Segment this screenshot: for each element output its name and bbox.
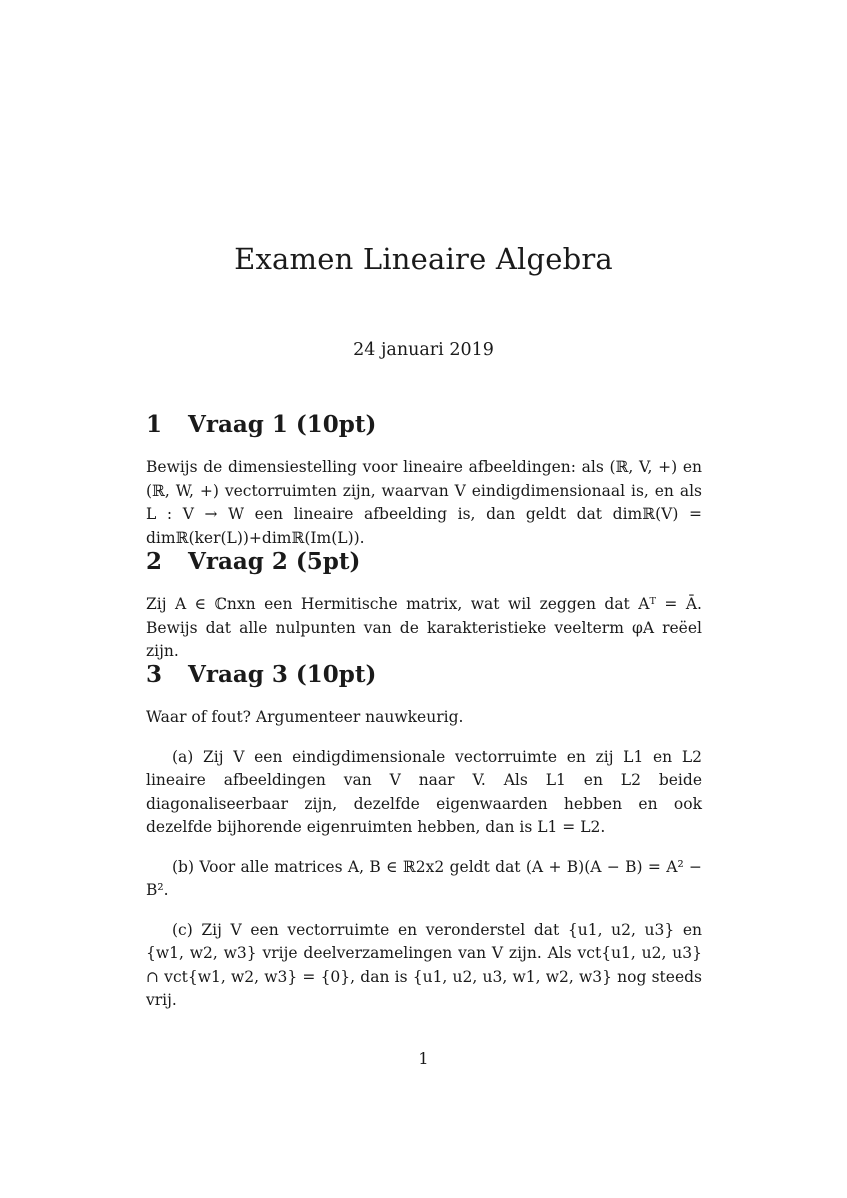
- section-number: 2: [146, 548, 163, 575]
- document-title: Examen Lineaire Algebra: [234, 242, 613, 276]
- section-vraag-3: [146, 659, 702, 1013]
- page-number: 1: [418, 1049, 429, 1068]
- section-intro: Waar of fout? Argumenteer nauwkeurig.: [146, 708, 464, 726]
- question-part-b: (b) Voor alle matrices A, B ∈ ℝ2x2 geldt dat (A + B)(A − B) = A² − B².: [146, 857, 702, 899]
- section-number: 1: [146, 411, 163, 438]
- document-date: 24 januari 2019: [353, 340, 494, 360]
- section-vraag-2: [146, 546, 702, 664]
- question-part-c: (c) Zij V een vectorruimte en veronderstel dat {u1, u2, u3} en {w1, w2, w3} vrije deelverzamelingen van V zijn. Als vct{u1, u2, u3} ∩ vct{w1, w2, w3} = {0}, dan is {u1, u2, u3, w1, w2, w3} nog steeds vrij.: [146, 920, 702, 1009]
- section-title: Vraag 2 (5pt): [188, 548, 361, 575]
- section-heading: [146, 546, 702, 578]
- section-title: Vraag 1 (10pt): [188, 411, 377, 438]
- section-text: Bewijs de dimensiestelling voor lineaire afbeeldingen: als (ℝ, V, +) en (ℝ, W, +) vectorruimten zijn, waarvan V eindigdimensionaal is, en als L : V → W een lineaire afbeelding is, dan geldt dat dimℝ(V) = dimℝ(ker(L))+dimℝ(Im(L)).: [146, 458, 702, 547]
- question-part-a: (a) Zij V een eindigdimensionale vectorruimte en zij L1 en L2 lineaire afbeeldingen van V naar V. Als L1 en L2 beide diagonaliseerbaar zijn, dezelfde eigenwaarden hebben en ook dezelfde bijhorende eigenruimten hebben, dan is L1 = L2.: [146, 747, 702, 836]
- section-text: Zij A ∈ ℂnxn een Hermitische matrix, wat wil zeggen dat Aᵀ = Ā. Bewijs dat alle nulpunten van de karakteristieke veelterm φA reëel zijn.: [146, 595, 702, 660]
- section-heading: [146, 409, 702, 441]
- section-title: Vraag 3 (10pt): [188, 661, 377, 688]
- section-heading: [146, 659, 702, 691]
- section-number: 3: [146, 661, 163, 688]
- section-vraag-1: [146, 409, 702, 550]
